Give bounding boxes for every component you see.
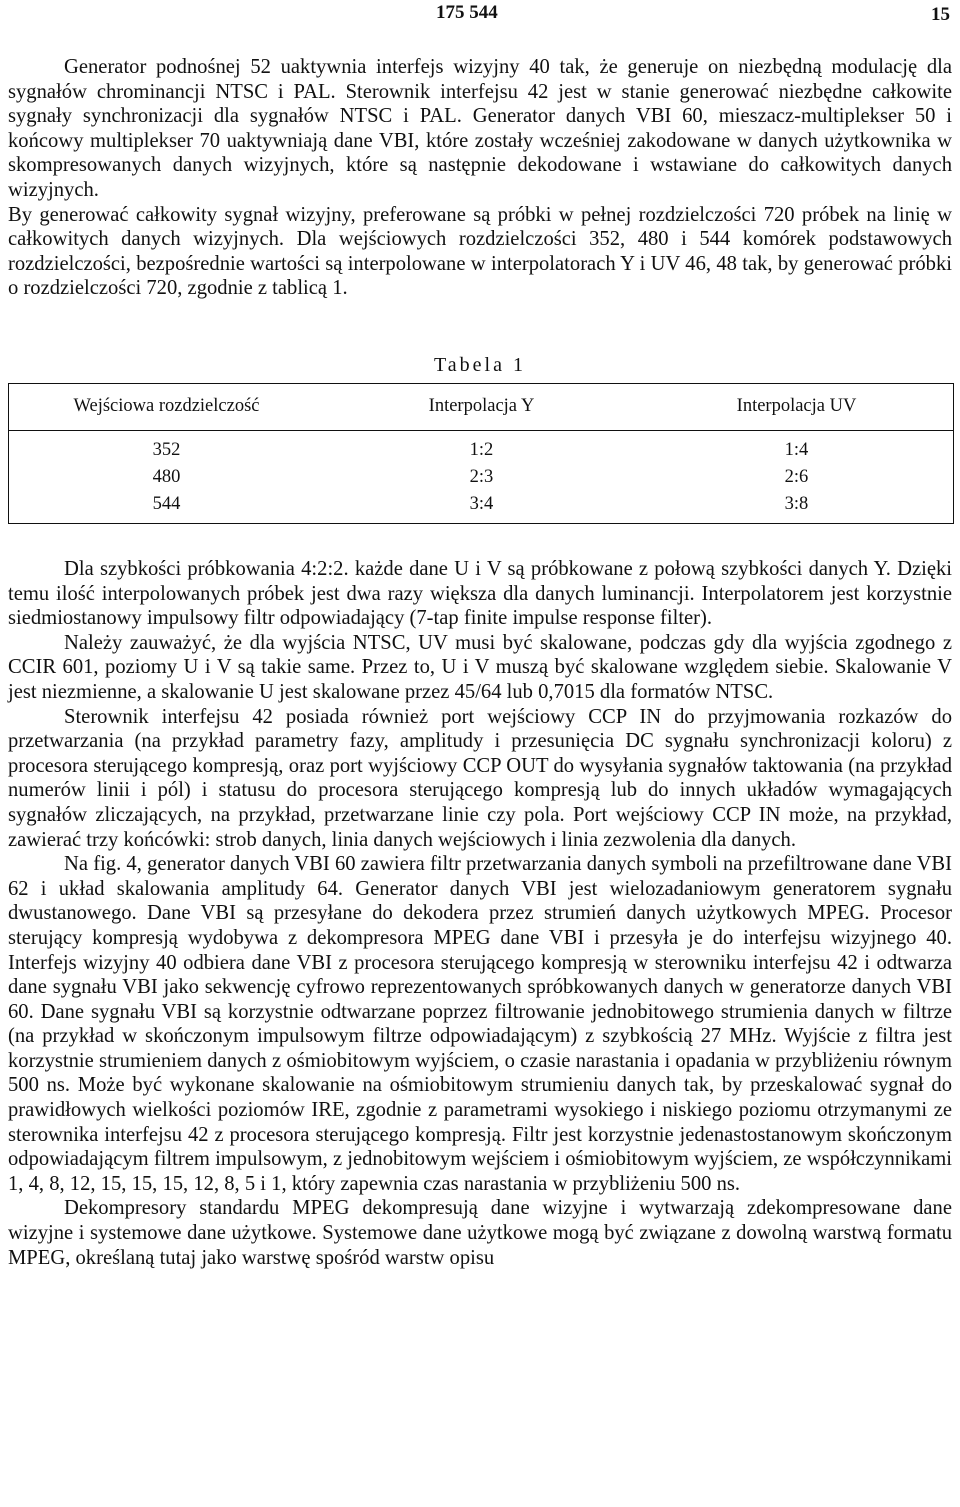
paragraph: Generator podnośnej 52 uaktywnia interfejs wizyjny 40 tak, że generuje on niezbędną modulację dla sygnałów chrominancji NTSC i PAL. Sterownik interfejsu 42 jest w stanie generować niezbędne całkowite sygnały synchronizacji dla sygnałów NTSC i PAL. Generator danych VBI 60, mieszacz-multiplekser 50 i końcowy multiplekser 70 uaktywniają dane VBI, które zostały wcześniej zakodowane w danych użytkownika w skompresowanych danych wizyjnych, które są następnie dekodowane i wstawiane do całkowitych danych wizyjnych. (8, 56, 952, 201)
paragraph: Dekompresory standardu MPEG dekompresują dane wizyjne i wytwarzają zdekompresowane dane wizyjne i systemowe dane użytkowe. Systemowe dane użytkowe mogą być związane z dowolną warstwą formatu MPEG, określaną tutaj jako warstwę spośród warstw opisu (8, 1197, 952, 1269)
table-cell: 2:6 (784, 467, 809, 487)
resolution-interpolation-table (8, 383, 954, 524)
table-cell: 2:3 (469, 467, 494, 487)
paragraph: By generować całkowity sygnał wizyjny, preferowane są próbki w pełnej rozdzielczości 720 próbek na linię w całkowitych danych wizyjnych. Dla wejściowych rozdzielczości 352, 480 i 544 komórek podstawowych rozdzielczości, bezpośrednie wartości są interpolowane w interpolatorach Y i UV 46, 48 tak, by generować próbki o rozdzielczości 720, zgodnie z tablicą 1. (8, 203, 952, 300)
body-text-lower (8, 557, 952, 1270)
table-header-cell: Interpolacja Y (428, 396, 535, 416)
body-text-upper (8, 55, 952, 301)
document-reference-number: 175 544 (436, 2, 498, 23)
table-cell: 1:4 (784, 440, 809, 460)
paragraph: Dla szybkości próbkowania 4:2:2. każde dane U i V są próbkowane z połową szybkości danych Y. Dzięki temu ilość interpolowanych próbek jest dwa razy większa dla danych luminancji. Interpolatorem jest korzystnie siedmiostanowy impulsowy filtr odpowiadający (7-tap finite impulse response filter). (8, 558, 952, 630)
paragraph: Na fig. 4, generator danych VBI 60 zawiera filtr przetwarzania danych symboli na przefiltrowane dane VBI 62 i układ skalowania amplitudy 64. Generator danych VBI jest wielozadaniowym generatorem sygnału dwustanowego. Dane VBI są przesyłane do dekodera przez strumień danych użytkowych MPEG. Procesor sterujący kompresją wydobywa z dekompresora MPEG dane VBI i przesyła je do interfejsu wizyjnego 40. Interfejs wizyjny 40 odbiera dane VBI z procesora sterującego kompresją w sterowniku interfejsu 42 i odtwarza dane sygnału VBI jako sekwencję cyfrowo reprezentowanych spróbkowanych danych w generatorze danych VBI 60. Dane sygnału VBI są korzystnie odtwarzane poprzez filtrowanie jednobitowego strumienia danych w filtrze (na przykład w skończonym impulsowym filtrze odpowiadającym) z szybkością 27 MHz. Wyjście z filtra jest korzystnie strumieniem danych z ośmiobitowym wyjściem, o czasie narastania i opadania w przybliżeniu równym 500 ns. Może być wykonane skalowanie na ośmiobitowym strumieniu danych tak, by przeskalować sygnał do prawidłowych wielkości poziomów IRE, zgodnie z parametrami wysokiego i niskiego poziomu otrzymanymi ze sterownika interfejsu 42 z procesora sterującego kompresją. Filtr jest korzystnie jedenastostanowym skończonym odpowiadającym filtrem impulsowym, z jednobitowym wejściem i ośmiobitowym wyjściem, ze współczynnikami 1, 4, 8, 12, 15, 15, 15, 12, 8, 5 i 1, który zapewnia czas narastania w przybliżeniu 500 ns. (8, 853, 952, 1195)
table-header-cell: Interpolacja UV (736, 396, 857, 416)
table-cell: 3:4 (469, 494, 494, 514)
table-cell: 544 (152, 494, 181, 514)
paragraph: Sterownik interfejsu 42 posiada również port wejściowy CCP IN do przyjmowania rozkazów do przetwarzania (na przykład parametry fazy, amplitudy i przesunięcia DC sygnału synchronizacji koloru) z procesora sterującego kompresją, oraz port wyjściowy CCP OUT do wysyłania sygnałów taktowania (na przykład numerów linii i pól) i statusu do procesora sterującego kompresją lub do innych układów wymagających sygnałów zliczających, na przykład, przetwarzane linie czy pola. Port wejściowy CCP IN może, na przykład, zawierać trzy końcówki: strob danych, linia danych wejściowych i linia zezwolenia dla danych. (8, 705, 952, 851)
table-header-cell: Wejściowa rozdzielczość (73, 396, 260, 416)
table-cell: 352 (152, 440, 181, 460)
paragraph: Należy zauważyć, że dla wyjścia NTSC, UV musi być skalowane, podczas gdy dla wyjścia zgodnego z CCIR 601, poziomy U i V są takie same. Przez to, U i V muszą być skalowane względem siebie. Skalowanie V jest niezmienne, a skalowanie U jest skalowane przez 45/64 lub 0,7015 dla formatów NTSC. (8, 631, 952, 703)
table-header-divider (9, 430, 953, 431)
page-header (0, 2, 960, 28)
table-cell: 480 (152, 467, 181, 487)
table-cell: 1:2 (469, 440, 494, 460)
table-cell: 3:8 (784, 494, 809, 514)
table-title: Tabela 1 (433, 354, 526, 376)
page-number: 15 (931, 4, 950, 25)
